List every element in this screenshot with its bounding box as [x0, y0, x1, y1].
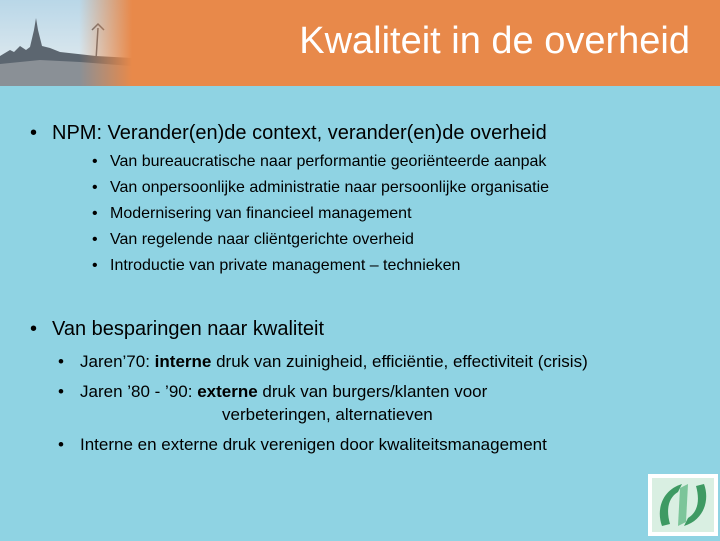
- bullet-point: •: [58, 382, 64, 401]
- emphasis-externe: externe: [197, 382, 258, 401]
- list-item-text: Van onpersoonlijke administratie naar persoonlijke organisatie: [110, 179, 550, 196]
- list-item-text: Van regelende naar cliëntgerichte overheid: [110, 231, 414, 248]
- emphasis-interne: interne: [154, 352, 212, 371]
- bullet-point: •: [58, 352, 64, 371]
- bullet-point: •: [58, 435, 64, 454]
- bullet-point: •: [30, 122, 38, 144]
- bullet-point: •: [92, 205, 98, 222]
- organization-logo: [648, 474, 718, 536]
- list-item-continuation: verbeteringen, alternatieven: [222, 405, 433, 424]
- list-item-text: Van bureaucratische naar performantie georiënteerde aanpak: [110, 153, 547, 170]
- bullet-point: •: [30, 318, 38, 340]
- list-item-text: Jaren’70: interne druk van zuinigheid, efficiëntie, effectiviteit (crisis): [80, 352, 588, 371]
- bullet-point: •: [92, 257, 98, 274]
- list-item-text: Jaren ’80 - ’90: externe druk van burgers/klanten voor: [80, 382, 488, 401]
- bullet-point: •: [92, 231, 98, 248]
- city-skyline-photo: [0, 0, 132, 86]
- header-bar: [0, 0, 720, 86]
- bullet-point: •: [92, 153, 98, 170]
- list-item-text: Modernisering van financieel management: [110, 205, 412, 222]
- section2-heading: Van besparingen naar kwaliteit: [52, 318, 325, 340]
- slide-title: Kwaliteit in de overheid: [299, 20, 690, 62]
- list-item-text: Introductie van private management – technieken: [110, 257, 461, 274]
- section1-heading: NPM: Verander(en)de context, verander(en)de overheid: [52, 122, 547, 144]
- list-item-text: Interne en externe druk verenigen door kwaliteitsmanagement: [80, 435, 547, 454]
- bullet-point: •: [92, 179, 98, 196]
